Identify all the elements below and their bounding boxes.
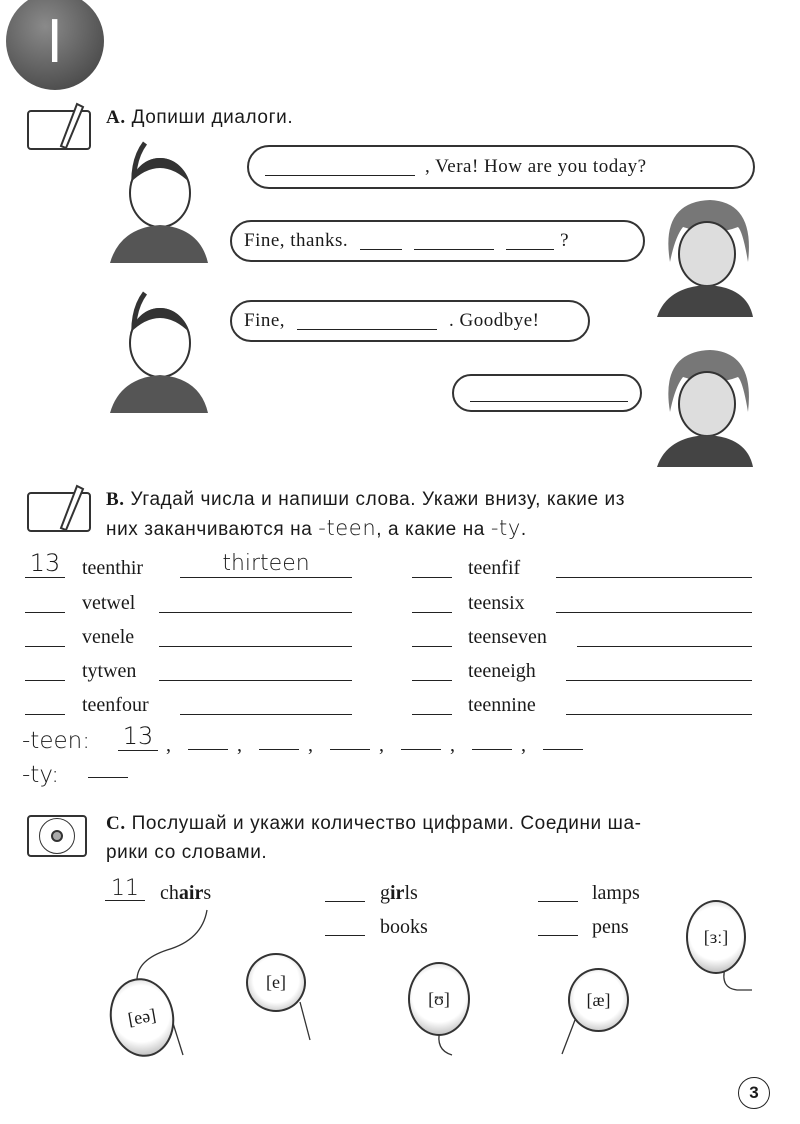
number-answer[interactable]: 13 — [25, 549, 65, 578]
comma: , — [450, 734, 455, 756]
comma: , — [379, 734, 384, 756]
word-chairs: chairs — [160, 882, 212, 904]
word-girls: girls — [380, 882, 418, 904]
teen-answer[interactable]: 13 — [118, 722, 158, 751]
word-number-answer[interactable]: 11 — [105, 876, 145, 901]
speech-bubble: Fine, . Goodbye! — [230, 300, 590, 342]
speech-bubble: Fine, thanks. ? — [230, 220, 645, 262]
balloon-ae[interactable]: [æ] — [568, 968, 629, 1032]
unit-label: I — [49, 6, 61, 76]
balloon-ea[interactable]: [eə] — [104, 973, 181, 1062]
word-pens: pens — [592, 916, 629, 938]
page-number: 3 — [738, 1077, 770, 1109]
scrambled-word: teenfour — [82, 694, 149, 716]
section-a-heading: A. Допиши диалоги. — [106, 107, 294, 128]
word-lamps: lamps — [592, 882, 640, 904]
speech-bubble: , Vera! How are you today? — [247, 145, 755, 189]
comma: , — [166, 734, 171, 756]
word-answer[interactable]: thirteen — [180, 551, 352, 578]
section-c-heading: C. Послушай и укажи количество цифрами. Соедини ша- рики со словами. — [106, 813, 642, 863]
section-b-heading: B. Угадай числа и напиши слова. Укажи внизу, какие из них заканчиваются на -teen, а какие на -ty. — [106, 489, 626, 540]
word-books: books — [380, 916, 428, 938]
scrambled-word: teenseven — [468, 626, 547, 648]
balloon-er[interactable]: [ɜː] — [686, 900, 746, 974]
scrambled-word: tytwen — [82, 660, 137, 682]
ty-label: -ty: — [22, 762, 60, 788]
comma: , — [237, 734, 242, 756]
comma: , — [521, 734, 526, 756]
balloon-e[interactable]: [e] — [246, 953, 306, 1012]
scrambled-word: teenfif — [468, 557, 521, 579]
teen-label: -teen: — [22, 728, 90, 754]
scrambled-word: teennine — [468, 694, 536, 716]
scrambled-word: teenthir — [82, 557, 144, 579]
scrambled-word: venele — [82, 626, 135, 648]
scrambled-word: teensix — [468, 592, 525, 614]
scrambled-word: teeneigh — [468, 660, 536, 682]
comma: , — [308, 734, 313, 756]
scrambled-word: vetwel — [82, 592, 136, 614]
balloon-u[interactable]: [ʊ] — [408, 962, 470, 1036]
